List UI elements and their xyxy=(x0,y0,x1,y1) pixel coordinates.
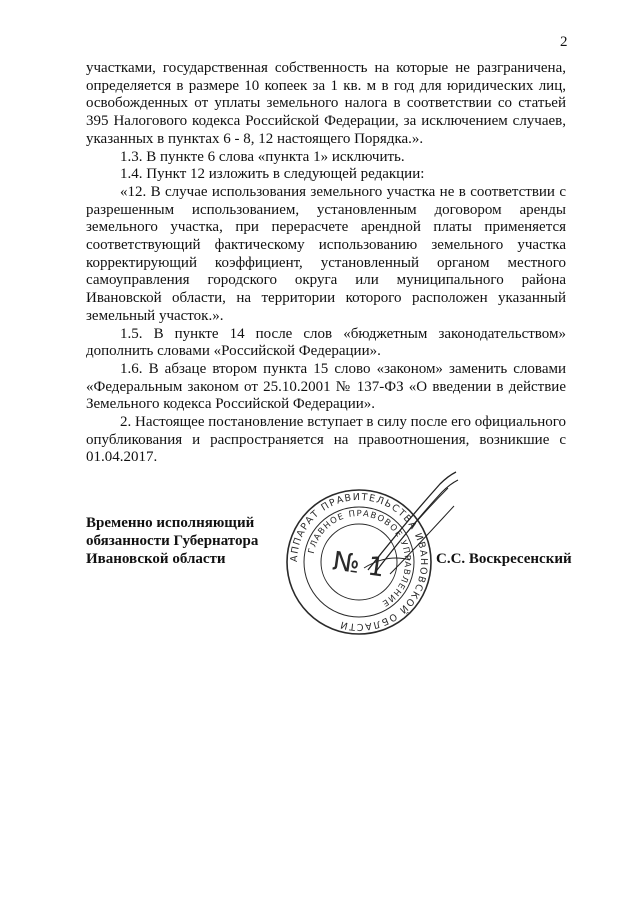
seal-outer-text: АППАРАТ ПРАВИТЕЛЬСТВА ИВАНОВСКОЙ ОБЛАСТИ xyxy=(288,491,430,633)
paragraph-1-6: 1.6. В абзаце втором пункта 15 слово «законом» заменить словами «Федеральным законом от 25.10.2001 № 137-ФЗ «О введении в действие Земельного кодекса Российской Федерации». xyxy=(86,360,566,413)
paragraph-12-quote: «12. В случае использования земельного участка не в соответствии с разрешенным использованием, установленным договором аренды земельного участка, при перерасчете арендной платы применяется соответствующий фактическому использованию земельного участка корректирующий коэффициент, установленный органом местного самоуправления городского округа или муниципального района Ивановской области, на территории которого расположен указанный земельный участок.». xyxy=(86,183,566,324)
signatory-title-line: Ивановской области xyxy=(86,551,226,567)
paragraph-1-5: 1.5. В пункте 14 после слов «бюджетным законодательством» дополнить словами «Российской Федерации». xyxy=(86,325,566,360)
paragraph-1-4: 1.4. Пункт 12 изложить в следующей редакции: xyxy=(120,166,425,183)
paragraph-1-3: 1.3. В пункте 6 слова «пункта 1» исключить. xyxy=(120,148,405,165)
document-body xyxy=(86,60,566,467)
signatory-title-line: Временно исполняющий xyxy=(86,515,255,531)
signatory-title xyxy=(86,514,286,568)
seal-inner-text: ГЛАВНОЕ ПРАВОВОЕ УПРАВЛЕНИЕ xyxy=(306,508,413,609)
paragraph-2: 2. Настоящее постановление вступает в силу после его официального опубликования и распространяется на правоотношения, возникшие с 01.04.2017. xyxy=(86,414,566,466)
signatory-name: С.С. Воскресенский xyxy=(436,551,572,567)
page-number: 2 xyxy=(560,34,568,50)
paragraph-continuation: участками, государственная собственность на которые не разграничена, определяется в размере 10 копеек за 1 кв. м в год для юридических лиц, освобожденных от уплаты земельного налога в соответствии со статьей 395 Налогового кодекса Российской Федерации, за исключением случаев, указанных в пунктах 6 - 8, 12 настоящего Порядка.». xyxy=(86,60,566,147)
signatory-title-line: обязанности Губернатора xyxy=(86,533,259,549)
seal-number: № 1 xyxy=(330,546,387,584)
